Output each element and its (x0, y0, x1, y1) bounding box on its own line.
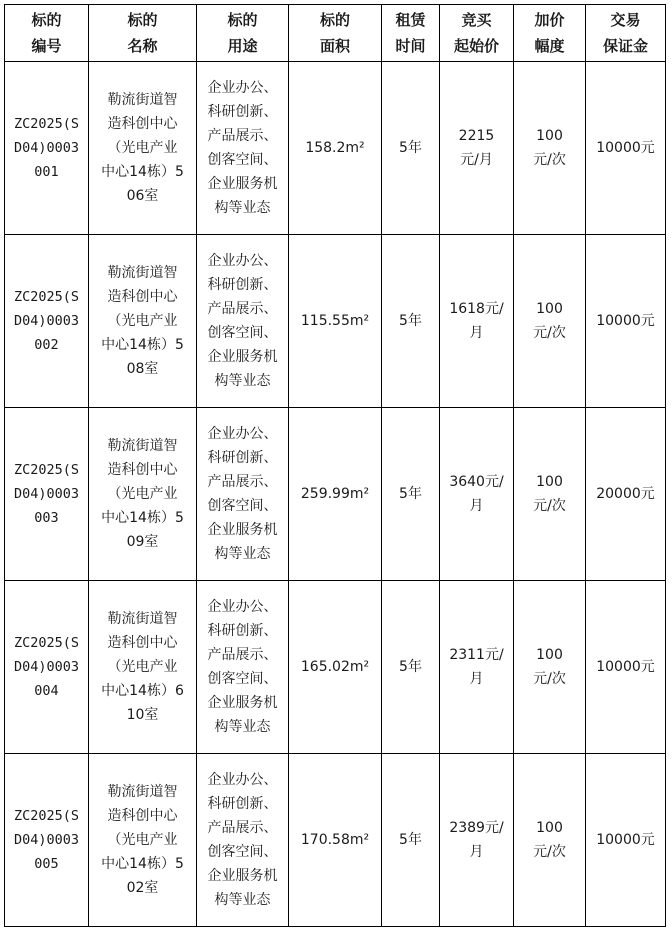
lot-area-cell: 170.58m² (289, 754, 382, 927)
deposit-cell: 20000元 (586, 408, 666, 581)
lease-term-cell: 5年 (382, 62, 440, 235)
header-lot-code: 标的 编号 (5, 5, 89, 62)
lot-code-cell: ZC2025(S D04)0003 001 (5, 62, 89, 235)
lot-use-cell: 企业办公、 科研创新、 产品展示、 创客空间、 企业服务机 构等业态 (197, 62, 289, 235)
lot-use-cell: 企业办公、 科研创新、 产品展示、 创客空间、 企业服务机 构等业态 (197, 581, 289, 754)
starting-price-cell: 2215 元/月 (440, 62, 514, 235)
lot-name-cell: 勒流街道智 造科创中心 （光电产业 中心14栋）5 08室 (89, 235, 197, 408)
bid-increment-cell: 100 元/次 (514, 754, 586, 927)
lease-term-cell: 5年 (382, 235, 440, 408)
auction-lot-table (4, 4, 666, 927)
header-lot-area: 标的 面积 (289, 5, 382, 62)
table-row (5, 408, 666, 581)
lease-term-cell: 5年 (382, 581, 440, 754)
bid-increment-cell: 100 元/次 (514, 408, 586, 581)
header-row (5, 5, 666, 62)
lot-use-cell: 企业办公、 科研创新、 产品展示、 创客空间、 企业服务机 构等业态 (197, 408, 289, 581)
lot-use-cell: 企业办公、 科研创新、 产品展示、 创客空间、 企业服务机 构等业态 (197, 235, 289, 408)
lot-use-cell: 企业办公、 科研创新、 产品展示、 创客空间、 企业服务机 构等业态 (197, 754, 289, 927)
lot-area-cell: 165.02m² (289, 581, 382, 754)
lot-area-cell: 115.55m² (289, 235, 382, 408)
deposit-cell: 10000元 (586, 62, 666, 235)
starting-price-cell: 2311元/ 月 (440, 581, 514, 754)
bid-increment-cell: 100 元/次 (514, 235, 586, 408)
header-lease-term: 租赁 时间 (382, 5, 440, 62)
deposit-cell: 10000元 (586, 235, 666, 408)
lot-code-cell: ZC2025(S D04)0003 004 (5, 581, 89, 754)
header-deposit: 交易 保证金 (586, 5, 666, 62)
lot-name-cell: 勒流街道智 造科创中心 （光电产业 中心14栋）5 06室 (89, 62, 197, 235)
lot-code-cell: ZC2025(S D04)0003 003 (5, 408, 89, 581)
starting-price-cell: 1618元/ 月 (440, 235, 514, 408)
table-row (5, 235, 666, 408)
header-lot-use: 标的 用途 (197, 5, 289, 62)
lease-term-cell: 5年 (382, 754, 440, 927)
lease-term-cell: 5年 (382, 408, 440, 581)
deposit-cell: 10000元 (586, 581, 666, 754)
header-bid-increment: 加价 幅度 (514, 5, 586, 62)
lot-name-cell: 勒流街道智 造科创中心 （光电产业 中心14栋）5 09室 (89, 408, 197, 581)
header-starting-price: 竞买 起始价 (440, 5, 514, 62)
deposit-cell: 10000元 (586, 754, 666, 927)
lot-name-cell: 勒流街道智 造科创中心 （光电产业 中心14栋）5 02室 (89, 754, 197, 927)
lot-code-cell: ZC2025(S D04)0003 002 (5, 235, 89, 408)
table-row (5, 754, 666, 927)
header-lot-name: 标的 名称 (89, 5, 197, 62)
bid-increment-cell: 100 元/次 (514, 62, 586, 235)
starting-price-cell: 2389元/ 月 (440, 754, 514, 927)
table-row (5, 62, 666, 235)
lot-code-cell: ZC2025(S D04)0003 005 (5, 754, 89, 927)
starting-price-cell: 3640元/ 月 (440, 408, 514, 581)
lot-area-cell: 158.2m² (289, 62, 382, 235)
bid-increment-cell: 100 元/次 (514, 581, 586, 754)
lot-name-cell: 勒流街道智 造科创中心 （光电产业 中心14栋）6 10室 (89, 581, 197, 754)
table-row (5, 581, 666, 754)
lot-area-cell: 259.99m² (289, 408, 382, 581)
